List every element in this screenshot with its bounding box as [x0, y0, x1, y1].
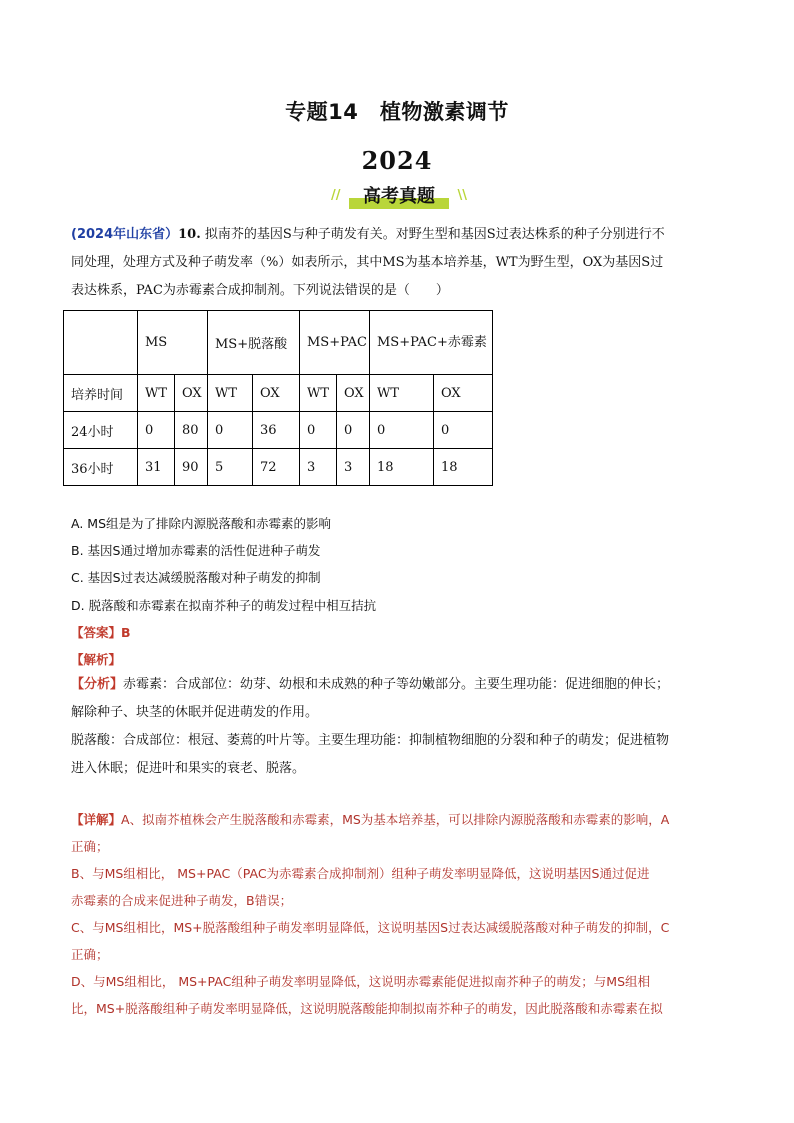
- table-cell: 18: [434, 449, 493, 486]
- analysis-line: 脱落酸：合成部位：根冠、萎蔫的叶片等。主要生理功能：抑制植物细胞的分裂和种子的萌发；促进植物: [71, 733, 670, 748]
- question-line-2: 同处理，处理方式及种子萌发率（%）如表所示，其中MS为基本培养基，WT为野生型，OX为基因S过: [71, 255, 664, 270]
- question-line-1: 拟南芥的基因S与种子萌发有关。对野生型和基因S过表达株系的种子分别进行不: [204, 227, 665, 242]
- slash-decoration-right-icon: \\: [457, 188, 467, 203]
- table-cell: 0: [337, 412, 370, 449]
- question-line-3: 表达株系，PAC为赤霉素合成抑制剂。下列说法错误的是（ ）: [71, 283, 449, 298]
- question-number: 10.: [178, 227, 201, 242]
- table-subheader: OX: [337, 375, 370, 412]
- detail-line: 比，MS+脱落酸组种子萌发率明显降低，这说明脱落酸能抑制拟南芥种子的萌发，因此脱落酸和赤霉素在拟: [71, 1001, 663, 1016]
- table-cell: 72: [253, 449, 300, 486]
- table-cell: 0: [370, 412, 434, 449]
- detail-line: D、与MS组相比， MS+PAC组种子萌发率明显降低，这说明赤霉素能促进拟南芥种子的萌发；与MS组相: [71, 974, 651, 989]
- table-row-label: 24小时: [64, 412, 138, 449]
- slash-decoration-left-icon: //: [331, 188, 341, 203]
- table-subheader: WT: [208, 375, 253, 412]
- table-subheader: WT: [138, 375, 175, 412]
- table-cell: 0: [300, 412, 337, 449]
- option-d: D. 脱落酸和赤霉素在拟南芥种子的萌发过程中相互拮抗: [71, 598, 377, 613]
- table-cell: 0: [208, 412, 253, 449]
- table-cell: 5: [208, 449, 253, 486]
- table-subheader: OX: [253, 375, 300, 412]
- table-subheader: WT: [370, 375, 434, 412]
- answer-value: B: [121, 625, 131, 640]
- detail-line: 正确；: [71, 947, 109, 962]
- table-group-header: MS+脱落酸: [208, 311, 300, 375]
- table-cell: 3: [337, 449, 370, 486]
- detail-line: A、拟南芥植株会产生脱落酸和赤霉素，MS为基本培养基，可以排除内源脱落酸和赤霉素的影响，A: [121, 812, 670, 827]
- detail-block: [71, 806, 751, 1022]
- table-cell: 90: [175, 449, 208, 486]
- table-row-header: 培养时间: [64, 375, 138, 412]
- table-subheader: OX: [434, 375, 493, 412]
- table-cell: 0: [434, 412, 493, 449]
- germination-table: [63, 310, 493, 486]
- table-cell: 31: [138, 449, 175, 486]
- table-cell: 18: [370, 449, 434, 486]
- year-heading: 2024: [361, 146, 433, 175]
- analysis-label: 【分析】: [71, 677, 124, 692]
- option-a: A. MS组是为了排除内源脱落酸和赤霉素的影响: [71, 516, 331, 531]
- banner-label: 高考真题: [363, 186, 435, 207]
- table-group-header: MS+PAC: [300, 311, 370, 375]
- table-cell: 0: [138, 412, 175, 449]
- exam-banner: [331, 180, 467, 210]
- detail-label: 【详解】: [71, 812, 122, 827]
- analysis-block: [71, 671, 741, 783]
- page-title: 专题14 植物激素调节: [285, 100, 509, 124]
- analysis-heading: 【解析】: [71, 652, 122, 667]
- question-stem: [71, 221, 731, 305]
- detail-line: C、与MS组相比，MS+脱落酸组种子萌发率明显降低，这说明基因S过表达减缓脱落酸对种子萌发的抑制，C: [71, 920, 670, 935]
- detail-line: 正确；: [71, 839, 109, 854]
- table-row: [64, 449, 493, 486]
- table-row-label: 36小时: [64, 449, 138, 486]
- option-c: C. 基因S过表达减缓脱落酸对种子萌发的抑制: [71, 570, 321, 585]
- question-source: (2024年山东省）: [71, 227, 179, 242]
- table-subheader: WT: [300, 375, 337, 412]
- table-row: [64, 412, 493, 449]
- detail-line: B、与MS组相比， MS+PAC（PAC为赤霉素合成抑制剂）组种子萌发率明显降低，这说明基因S通过促进: [71, 866, 650, 881]
- table-cell: 36: [253, 412, 300, 449]
- answer-label: 【答案】: [71, 625, 122, 640]
- analysis-line: 进入休眠；促进叶和果实的衰老、脱落。: [71, 761, 306, 776]
- table-subheader: OX: [175, 375, 208, 412]
- table-group-header: MS+PAC+赤霉素: [370, 311, 493, 375]
- option-b: B. 基因S通过增加赤霉素的活性促进种子萌发: [71, 543, 321, 558]
- table-cell: 80: [175, 412, 208, 449]
- table-cell: 3: [300, 449, 337, 486]
- table-group-header: MS: [138, 311, 208, 375]
- analysis-line: 赤霉素：合成部位：幼芽、幼根和未成熟的种子等幼嫩部分。主要生理功能：促进细胞的伸长；: [123, 677, 670, 692]
- answer-line: [71, 623, 131, 641]
- table-corner-cell: [64, 311, 138, 375]
- detail-line: 赤霉素的合成来促进种子萌发，B错误；: [71, 893, 293, 908]
- analysis-line: 解除种子、块茎的休眠并促进萌发的作用。: [71, 705, 319, 720]
